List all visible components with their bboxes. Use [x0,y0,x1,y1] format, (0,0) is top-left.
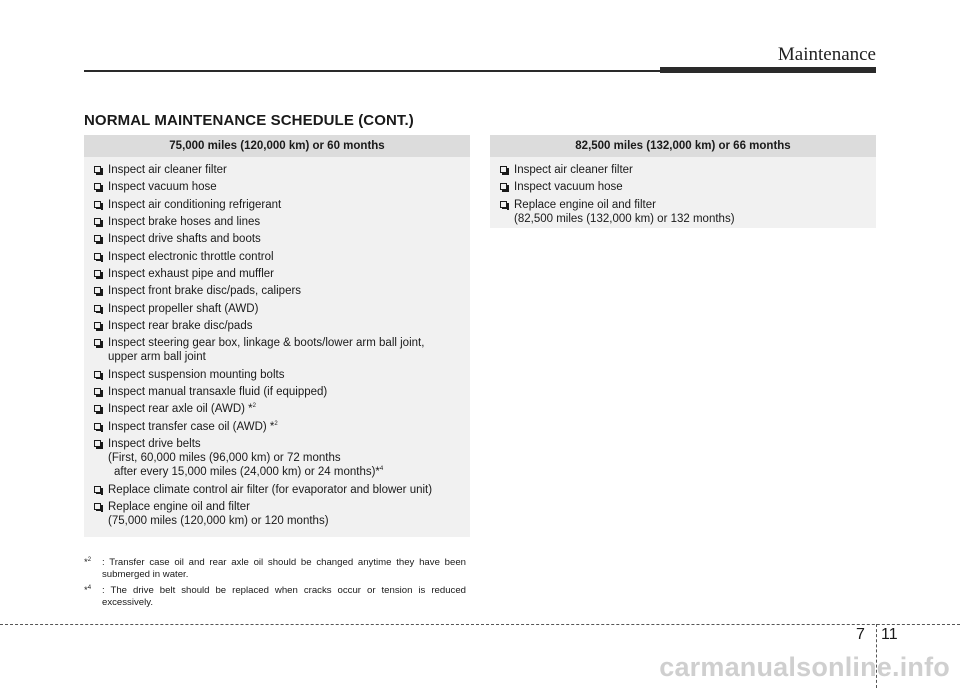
checklist-item-text [108,198,470,212]
item-line-text: Inspect vacuum hose [514,181,623,194]
footnote-text: : The drive belt should be replaced when cracks occur or tension is reduced excessively. [102,585,466,608]
checklist-item-text [108,500,470,514]
checklist-item-text [108,420,470,434]
checklist-item-text [108,302,470,316]
checkbox-icon [500,183,507,190]
header-rule-accent [660,67,876,73]
checkbox-icon [94,440,101,447]
checkbox-icon [500,166,507,173]
checklist-item [94,368,470,382]
schedule-panel-75000 [84,135,470,537]
item-line-text: Inspect steering gear box, linkage & boots/lower arm ball joint, [108,337,425,350]
checklist-item [94,180,470,194]
footer-rule [0,624,960,625]
checkbox-icon [94,235,101,242]
item-line-text: Inspect drive shafts and boots [108,233,261,246]
item-line-text: (82,500 miles (132,000 km) or 132 months) [514,212,735,225]
checkbox-icon [94,166,101,173]
checkbox-icon [94,322,101,329]
checklist-item [94,284,470,298]
item-line-text: Inspect transfer case oil (AWD) * [108,420,275,433]
checkbox-icon [94,503,101,510]
item-line-text: Inspect vacuum hose [108,181,217,194]
checklist-item [94,302,470,316]
footnote-number: 4 [87,584,92,591]
checkbox-icon [94,388,101,395]
checkbox-icon [94,218,101,225]
checklist-item-text [108,232,470,246]
checklist-item-text [108,437,470,451]
item-line-text: (First, 60,000 miles (96,000 km) or 72 months [108,452,341,465]
item-line-text: Replace engine oil and filter [108,500,250,513]
item-line-text: Replace climate control air filter (for evaporator and blower unit) [108,483,433,496]
checkbox-icon [94,183,101,190]
checklist-item [500,198,876,226]
checkbox-icon [94,201,101,208]
checkbox-icon [94,339,101,346]
footnotes [84,557,466,613]
checklist-item [94,420,470,434]
checklist-item-text [108,402,470,416]
section-title: Maintenance [777,44,876,65]
checklist-item-text [108,336,470,350]
checklist-item [94,215,470,229]
footnote-reference: 2 [274,420,278,427]
item-line-text: Inspect exhaust pipe and muffler [108,268,275,281]
checklist-item [94,500,470,528]
checklist-item [94,163,470,177]
checklist-item-text [514,180,876,194]
checklist-item-text [108,514,470,528]
item-line-text: after every 15,000 miles (24,000 km) or 24 months)* [114,466,380,479]
checkbox-icon [94,253,101,260]
checkbox-icon [94,405,101,412]
footnote [84,585,466,608]
checkbox-icon [94,287,101,294]
checklist-item [94,483,470,497]
footnote [84,557,466,580]
checkbox-icon [94,305,101,312]
item-line-text: Inspect front brake disc/pads, calipers [108,285,302,298]
item-line-text: upper arm ball joint [108,351,206,364]
checklist-item-text [108,319,470,333]
checklist-item-text [514,212,876,226]
schedule-panel-82500 [490,135,876,228]
checklist-item-text [108,465,470,479]
footnote-marker [84,557,91,569]
checklist-item-text [108,250,470,264]
checkbox-icon [94,270,101,277]
checklist-item-text [108,267,470,281]
checkbox-icon [94,371,101,378]
item-line-text: (75,000 miles (120,000 km) or 120 months) [108,514,329,527]
item-line-text: Inspect air cleaner filter [108,164,227,176]
checklist-item [94,319,470,333]
checklist-item [94,267,470,281]
checklist-item-text [108,180,470,194]
item-line-text: Inspect propeller shaft (AWD) [108,302,259,315]
footnote-asterisk: * [84,585,88,596]
checklist-item-text [514,198,876,212]
header-rule [84,70,660,72]
checklist-item-text [514,163,876,177]
checklist-item [500,180,876,194]
item-line-text: Inspect rear brake disc/pads [108,320,253,333]
item-line-text: Replace engine oil and filter [514,198,656,211]
checklist-item [94,232,470,246]
checklist-item-text [108,284,470,298]
page-number: 11 [881,626,898,643]
checklist-item-text [108,483,470,497]
checklist-item-text [108,350,470,364]
item-line-text: Inspect electronic throttle control [108,250,274,263]
checklist-item [94,385,470,399]
checkbox-icon [94,423,101,430]
checkbox-icon [500,201,507,208]
footnote-reference: 4 [379,466,384,473]
checklist-item [94,336,470,364]
footnote-asterisk: * [84,557,88,568]
checklist-item [94,250,470,264]
checklist-item-text [108,163,470,177]
footnote-reference: 2 [252,403,256,410]
schedule-panel-title: 82,500 miles (132,000 km) or 66 months [490,135,876,157]
footnote-text: : Transfer case oil and rear axle oil should be changed anytime they have been submerged in water. [102,557,466,580]
checklist-item [500,163,876,177]
schedule-item-list [84,157,470,528]
footnote-marker [84,585,91,597]
item-line-text: Inspect suspension mounting bolts [108,368,285,381]
item-line-text: Inspect air conditioning refrigerant [108,198,282,211]
checklist-item [94,198,470,212]
item-line-text: Inspect air cleaner filter [514,164,633,176]
item-line-text: Inspect rear axle oil (AWD) * [108,403,253,416]
checklist-item-text [108,215,470,229]
checklist-item-text [108,385,470,399]
chapter-number: 7 [856,626,865,643]
item-line-text: Inspect drive belts [108,438,201,451]
checklist-item-text [108,368,470,382]
checklist-item [94,437,470,479]
checklist-item-text [108,451,470,465]
schedule-item-list [490,157,876,226]
schedule-panel-title: 75,000 miles (120,000 km) or 60 months [84,135,470,157]
watermark: carmanualsonline.info [659,652,950,682]
checklist-item [94,402,470,416]
footnote-number: 2 [87,556,92,563]
checkbox-icon [94,486,101,493]
item-line-text: Inspect brake hoses and lines [108,216,261,229]
page-heading: NORMAL MAINTENANCE SCHEDULE (CONT.) [84,112,414,129]
item-line-text: Inspect manual transaxle fluid (if equipped) [108,386,328,399]
